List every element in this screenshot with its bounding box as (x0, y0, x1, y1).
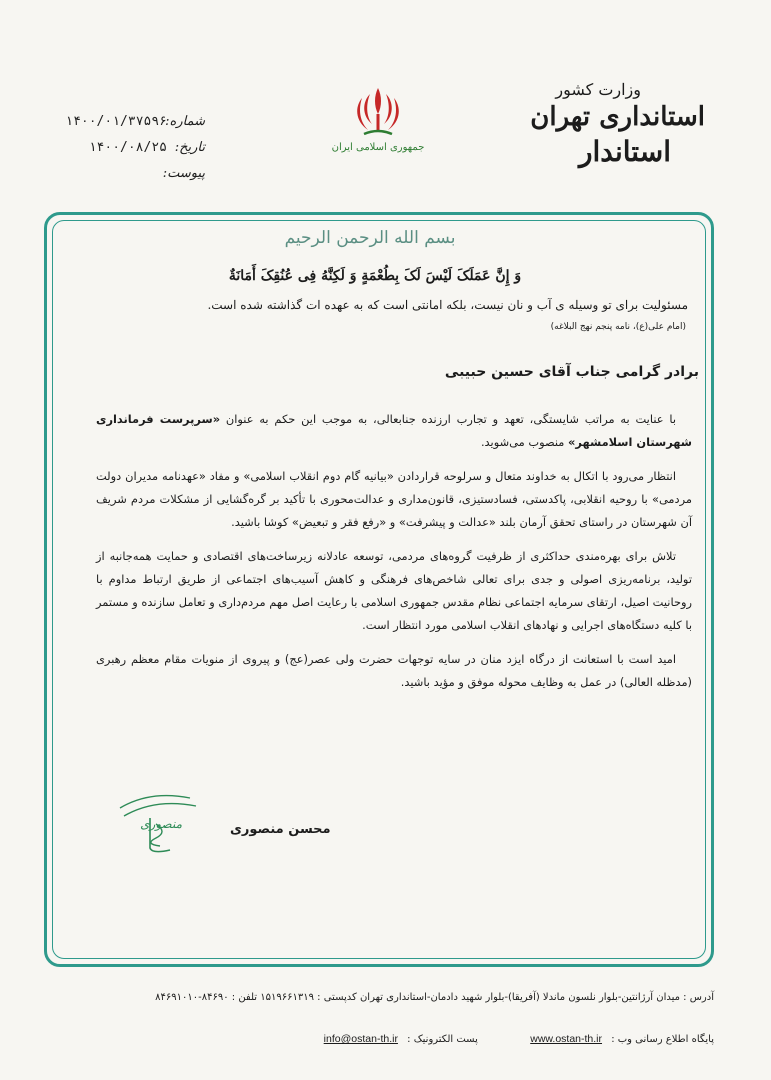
epigraph-translation: مسئولیت برای تو وسیله ی آب و نان نیست، بلکه امانتی است که به عهده ات گذاشته شده است. (207, 298, 688, 312)
date-row (55, 134, 205, 160)
governorate-name: استانداری تهران (530, 102, 705, 132)
number-row (55, 108, 205, 134)
footer-contact (74, 1033, 714, 1045)
paragraph-3: تلاش برای بهره‌مندی حداکثری از ظرفیت گروه‌های مردمی، توسعه عادلانه زیرساخت‌های اقتصادی و حمایت همه‌جانبه از تولید، برنامه‌ریزی اصولی و جدی برای تعالی شاخص‌های فرهنگی و کاهش آسیب‌های اجتماعی از طریق ارتباط مداوم با روحانیت اصیل، ارتقای سرمایه اجتماعی نظام مقدس جمهوری اسلامی با رعایت اصل مهم مردم‌داری و تعامل سازنده و مستمر با کلیه دستگاه‌های اجرایی و نهادهای انقلاب اسلامی مورد انتظار است. (96, 549, 692, 632)
emblem (330, 84, 426, 153)
emblem-caption: جمهوری اسلامی ایران (331, 142, 425, 153)
epigraph-verse: وَ إِنَّ عَمَلَکَ لَیْسَ لَکَ بِطُعْمَةٍ وَ لَکِنَّهُ فِی عُنُقِکَ أَمَانَةٌ (228, 268, 522, 284)
ministry-name: وزارت کشور (555, 80, 641, 99)
number-label: شماره: (165, 113, 205, 129)
epigraph-source: (امام علی(ع)، نامه پنجم نهج البلاغه) (550, 322, 686, 332)
website-label: پایگاه اطلاع رسانی وب : (611, 1034, 714, 1045)
paragraph-1 (96, 408, 692, 454)
footer-address: آدرس : میدان آرژانتین-بلوار نلسون ماندلا (آفریقا)-بلوار شهید دادمان-استانداری تهران کدپستی : ۱۵۱۹۶۶۱۳۱۹ تلفن : ۸۴۶۹۰-۸۴۶۹۱۰۱۰ (155, 992, 714, 1003)
website-link[interactable]: www.ostan-th.ir (530, 1033, 603, 1045)
letter-meta (55, 108, 205, 186)
appointment-title: «سرپرست فرمانداری شهرستان اسلامشهر» (96, 412, 692, 449)
number-value: ۱۴۰۰/۰۱/۳۷۵۹۶ (65, 113, 167, 129)
handwritten-signature (110, 788, 220, 858)
ministry-header (530, 80, 705, 170)
letter-body (96, 408, 692, 705)
paragraph-2: انتظار می‌رود با اتکال به خداوند متعال و سرلوحه قراردادن «بیانیه گام دوم انقلاب اسلامی» و مفاد «عهدنامه مدیران دولت مردمی» با روحیه انقلابی، پاکدستی، فسادستیزی، قانون‌مداری و عدالت‌محوری با تأکید بر گره‌گشایی از مشکلات مردم شریف آن شهرستان در راستای تحقق آرمان بلند «عدالت و پیشرفت» و «رفع فقر و تبعیض» کوشا باشید. (96, 469, 692, 529)
attachment-label: پیوست: (162, 165, 205, 181)
paragraph-4: امید است با استعانت از درگاه ایزد منان در سایه توجهات حضرت ولی عصر(عج) و پیروی از منویات مقام معظم رهبری (مدظله العالی) در عمل به وظایف محوله موفق و مؤید باشید. (96, 652, 692, 689)
bismillah: بسم الله الرحمن الرحیم (284, 228, 456, 248)
governor-title: استاندار (578, 135, 671, 168)
email-link[interactable]: info@ostan-th.ir (323, 1033, 398, 1045)
paragraph-1-end: منصوب می‌شوید. (480, 435, 565, 449)
iran-emblem-icon (352, 84, 404, 140)
salutation: برادر گرامی جناب آقای حسین حبیبی (444, 364, 699, 380)
signature-script: منصوری (140, 817, 182, 831)
paragraph-1-text: با عنایت به مراتب شایستگی، تعهد و تجارب ارزنده جنابعالی، به موجب این حکم به عنوان (225, 412, 676, 426)
date-label: تاریخ: (174, 139, 205, 155)
email-label: پست الکترونیک : (407, 1034, 478, 1045)
attachment-row (55, 160, 205, 186)
date-value: ۱۴۰۰/۰۸/۲۵ (88, 139, 167, 155)
signer-name: محسن منصوری (230, 822, 331, 837)
